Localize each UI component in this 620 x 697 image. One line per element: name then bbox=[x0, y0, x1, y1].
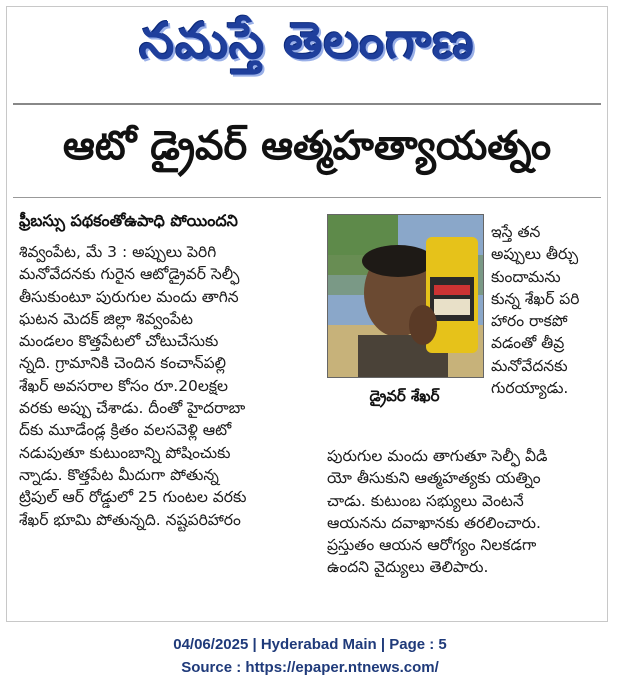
text-line: శేఖర్‌ అవసరాల కోసం రూ.20లక్షల bbox=[19, 376, 228, 395]
clipping-frame bbox=[6, 6, 608, 622]
text-line: కుందామను bbox=[491, 267, 561, 286]
text-line: ప్రస్తుతం ఆయన ఆరోగ్యం నిలకడగా bbox=[327, 536, 537, 555]
text-line: వరకు అప్పు చేశాడు. దీంతో హైదరాబా bbox=[19, 399, 246, 418]
text-line: శేఖర్‌ భూమి పోతున్నది. నష్టపరిహారం bbox=[19, 510, 241, 529]
text-line: న్నాడు. కొత్తపేట మీదుగా పోతున్న bbox=[19, 465, 219, 484]
text-line: పురుగుల మందు తాగుతూ సెల్ఫీ వీడి bbox=[327, 447, 548, 465]
text-line: హారం రాకపో bbox=[491, 312, 568, 331]
text-line: ఉందని వైద్యులు తెలిపారు. bbox=[327, 558, 489, 577]
masthead-logo bbox=[7, 9, 607, 85]
text-line: నడుపుతూ కుటుంబాన్ని పోషించుకు bbox=[19, 443, 231, 462]
article-column-2 bbox=[491, 221, 601, 399]
text-line: చాడు. కుటుంబ సభ్యులు వెంటనే bbox=[327, 491, 524, 510]
text-line: మనోవేదనకు bbox=[491, 356, 568, 375]
text-line: వడంతో తీవ్ర bbox=[491, 334, 565, 353]
article-headline: ఆటో డ్రైవర్‌ ఆత్మహత్యాయత్నం bbox=[62, 123, 552, 169]
text-line: అప్పులు తీర్చు bbox=[491, 245, 579, 264]
article-column-1 bbox=[19, 241, 309, 531]
text-line: శివ్వంపేట, మే 3 : అప్పులు పెరిగి bbox=[19, 243, 217, 261]
text-line: మండలం కొత్తపేటలో చోటుచేసుకు bbox=[19, 332, 219, 351]
text-line: ఆయనను దవాఖానకు తరలించారు. bbox=[327, 513, 541, 532]
footer-source: Source : https://epaper.ntnews.com/ bbox=[181, 659, 439, 676]
text-line: ఘటన మెదక్‌ జిల్లా శివ్వంపేట bbox=[19, 309, 193, 328]
article-subheadline: ఫ్రీబస్సు పథకంతోఉపాధి పోయిందని bbox=[19, 211, 238, 230]
text-line: మనోవేదనకు గురైన ఆటోడ్రైవర్‌ సెల్ఫీ bbox=[19, 265, 240, 284]
driver-photo-image bbox=[328, 215, 483, 377]
text-line: ట్రిపుల్‌ ఆర్‌ రోడ్డులో 25 గుంటల వరకు bbox=[19, 488, 247, 507]
masthead-text: నమస్తే తెలంగాణ bbox=[139, 11, 475, 70]
text-line: తీసుకుంటూ పురుగుల మందు తాగిన bbox=[19, 287, 239, 306]
headline-divider bbox=[13, 197, 601, 198]
text-line: కున్న శేఖర్‌ పరి bbox=[491, 289, 580, 308]
photo-caption: డ్రైవర్‌ శేఖర్‌ bbox=[369, 387, 440, 405]
masthead-divider bbox=[13, 103, 601, 105]
article-column-3 bbox=[327, 445, 607, 579]
text-line: న్నది. గ్రామానికి చెందిన కంచాన్‌పల్లి bbox=[19, 354, 227, 373]
driver-photo bbox=[327, 214, 484, 378]
footer-date-edition: 04/06/2025 | Hyderabad Main | Page : 5 bbox=[173, 636, 447, 653]
text-line: గురయ్యాడు. bbox=[491, 379, 569, 398]
text-line: ఇస్తే తన bbox=[491, 223, 541, 241]
text-line: ద్‌కు మూడేండ్ల క్రితం వలసవెళ్లి ఆటో bbox=[19, 421, 232, 440]
text-line: యో తీసుకుని ఆత్మహత్యకు యత్నిం bbox=[327, 469, 541, 488]
